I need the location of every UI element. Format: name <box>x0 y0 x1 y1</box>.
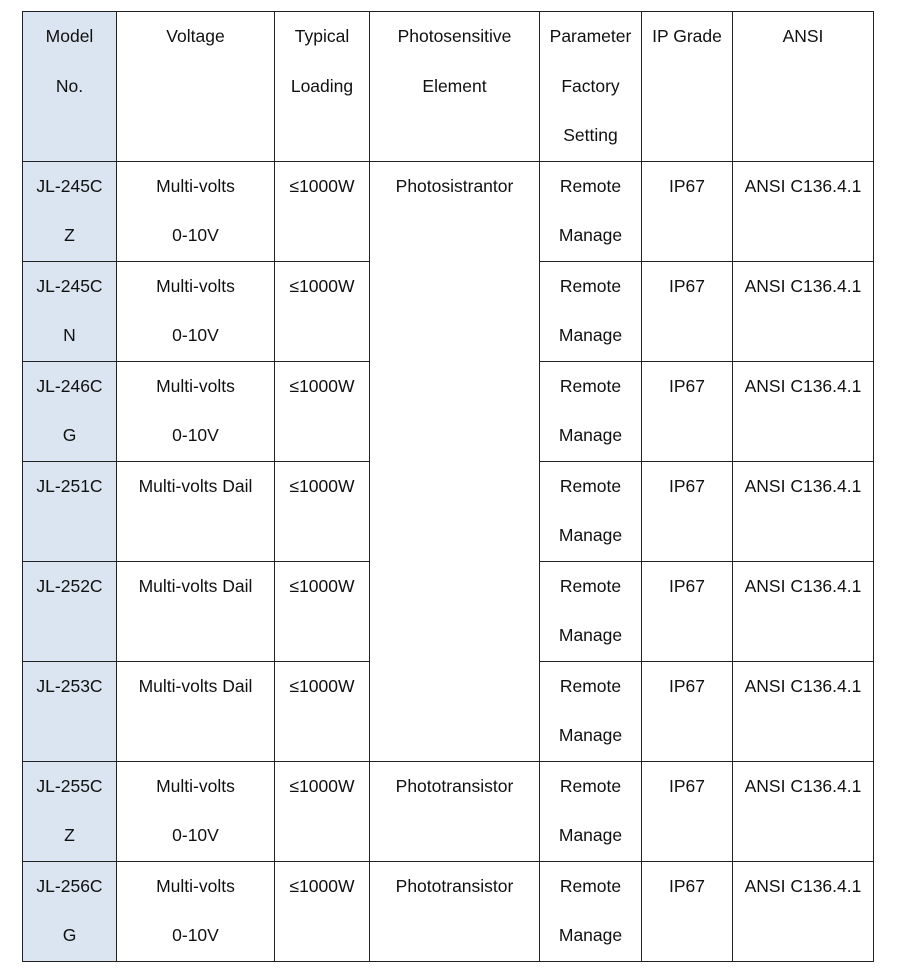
cell-voltage: Multi-volts 0-10V <box>117 161 275 261</box>
cell-ip: IP67 <box>642 761 733 861</box>
cell-voltage: Multi-volts 0-10V <box>117 861 275 961</box>
cell-model: JL-245C N <box>23 261 117 361</box>
cell-loading: ≤1000W <box>275 161 370 261</box>
cell-ip: IP67 <box>642 461 733 561</box>
header-loading: Typical Loading <box>275 12 370 162</box>
cell-voltage: Multi-volts Dail <box>117 661 275 761</box>
cell-param: Remote Manage <box>540 361 642 461</box>
cell-ansi: ANSI C136.4.1 <box>733 561 874 661</box>
header-ip: IP Grade <box>642 12 733 162</box>
cell-element: Photosistrantor <box>370 161 540 761</box>
cell-ansi: ANSI C136.4.1 <box>733 361 874 461</box>
cell-ip: IP67 <box>642 861 733 961</box>
cell-ip: IP67 <box>642 361 733 461</box>
cell-ansi: ANSI C136.4.1 <box>733 461 874 561</box>
cell-model: JL-246C G <box>23 361 117 461</box>
table-row <box>23 161 874 261</box>
cell-ansi: ANSI C136.4.1 <box>733 261 874 361</box>
cell-loading: ≤1000W <box>275 361 370 461</box>
spec-table <box>22 11 874 962</box>
cell-loading: ≤1000W <box>275 761 370 861</box>
cell-voltage: Multi-volts 0-10V <box>117 261 275 361</box>
cell-ip: IP67 <box>642 661 733 761</box>
cell-model: JL-255C Z <box>23 761 117 861</box>
cell-element: Phototransistor <box>370 761 540 861</box>
cell-loading: ≤1000W <box>275 261 370 361</box>
table-row <box>23 761 874 861</box>
cell-param: Remote Manage <box>540 261 642 361</box>
cell-voltage: Multi-volts 0-10V <box>117 761 275 861</box>
cell-param: Remote Manage <box>540 661 642 761</box>
cell-voltage: Multi-volts Dail <box>117 561 275 661</box>
cell-voltage: Multi-volts 0-10V <box>117 361 275 461</box>
cell-ip: IP67 <box>642 161 733 261</box>
cell-model: JL-252C <box>23 561 117 661</box>
cell-ansi: ANSI C136.4.1 <box>733 661 874 761</box>
header-row <box>23 12 874 162</box>
table-row <box>23 861 874 961</box>
cell-loading: ≤1000W <box>275 461 370 561</box>
cell-param: Remote Manage <box>540 461 642 561</box>
cell-model: JL-251C <box>23 461 117 561</box>
header-param: Parameter Factory Setting <box>540 12 642 162</box>
cell-param: Remote Manage <box>540 161 642 261</box>
cell-ansi: ANSI C136.4.1 <box>733 761 874 861</box>
cell-param: Remote Manage <box>540 561 642 661</box>
header-element: Photosensitive Element <box>370 12 540 162</box>
cell-loading: ≤1000W <box>275 561 370 661</box>
cell-param: Remote Manage <box>540 761 642 861</box>
header-model: Model No. <box>23 12 117 162</box>
cell-model: JL-245C Z <box>23 161 117 261</box>
cell-ansi: ANSI C136.4.1 <box>733 861 874 961</box>
cell-element: Phototransistor <box>370 861 540 961</box>
cell-ansi: ANSI C136.4.1 <box>733 161 874 261</box>
cell-param: Remote Manage <box>540 861 642 961</box>
cell-loading: ≤1000W <box>275 861 370 961</box>
header-voltage: Voltage <box>117 12 275 162</box>
header-ansi: ANSI <box>733 12 874 162</box>
cell-ip: IP67 <box>642 561 733 661</box>
cell-model: JL-256C G <box>23 861 117 961</box>
cell-loading: ≤1000W <box>275 661 370 761</box>
cell-model: JL-253C <box>23 661 117 761</box>
cell-voltage: Multi-volts Dail <box>117 461 275 561</box>
cell-ip: IP67 <box>642 261 733 361</box>
